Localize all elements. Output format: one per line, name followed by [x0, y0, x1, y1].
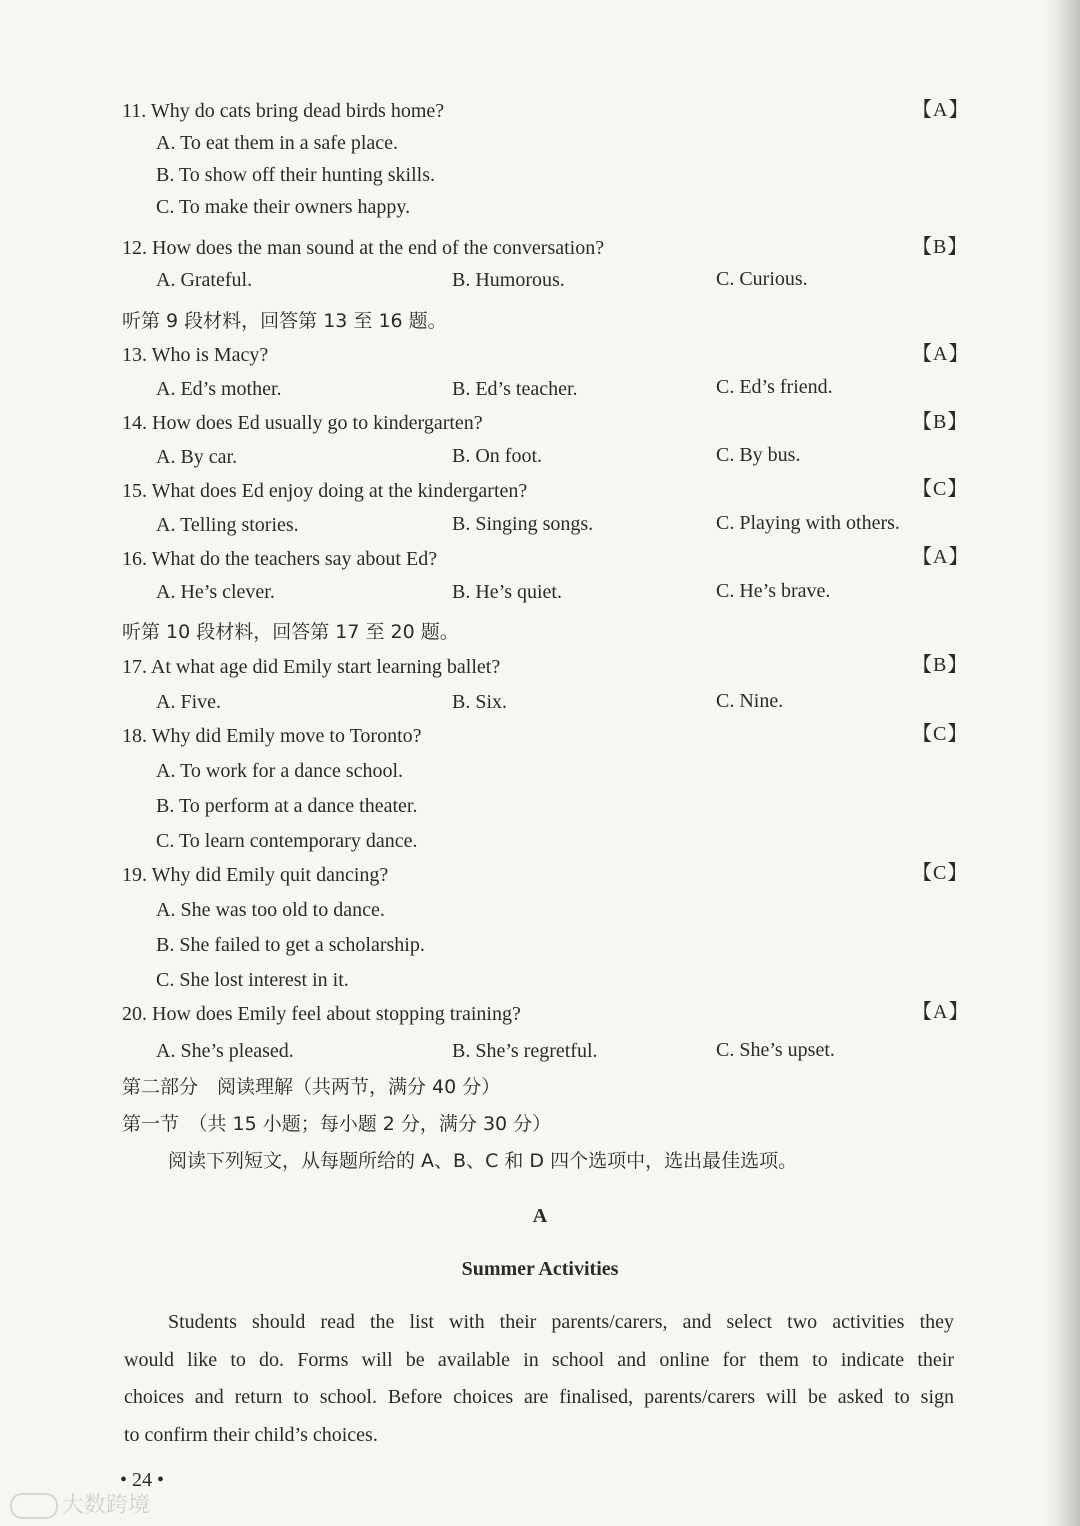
passage-line: would like to do. Forms will be available in school and online for them to indicate their	[124, 1348, 954, 1371]
question-15-answer: 【C】	[912, 478, 969, 500]
watermark	[10, 1488, 150, 1519]
question-18-option-c: C. To learn contemporary dance.	[156, 830, 418, 852]
passage-letter: A	[532, 1205, 548, 1227]
page-number: • 24 •	[120, 1469, 165, 1491]
question-14-option-b: B. On foot.	[452, 445, 542, 467]
question-19-option-c: C. She lost interest in it.	[156, 969, 349, 991]
question-19-option-a: A. She was too old to dance.	[156, 899, 385, 921]
question-18-stem: 18. Why did Emily move to Toronto?	[122, 725, 422, 747]
question-14-option-a: A. By car.	[156, 446, 238, 468]
passage-line: to confirm their child’s choices.	[124, 1423, 378, 1446]
instruction-material-10: 听第 10 段材料，回答第 17 至 20 题。	[122, 621, 459, 643]
question-17-answer: 【B】	[912, 654, 969, 676]
question-16-stem: 16. What do the teachers say about Ed?	[122, 548, 438, 570]
question-11-answer: 【A】	[912, 99, 970, 121]
section-one-title: 第一节 （共 15 小题；每小题 2 分，满分 30 分）	[122, 1113, 552, 1135]
passage-line: Students should read the list with their parents/carers, and select two activities they	[168, 1311, 954, 1333]
question-13-option-a: A. Ed’s mother.	[156, 378, 282, 400]
instruction-material-9: 听第 9 段材料，回答第 13 至 16 题。	[122, 310, 447, 332]
question-16-option-a: A. He’s clever.	[156, 581, 275, 603]
question-19-option-b: B. She failed to get a scholarship.	[156, 934, 425, 956]
question-17-option-c: C. Nine.	[716, 690, 784, 712]
question-18-answer: 【C】	[912, 723, 969, 745]
question-13-option-b: B. Ed’s teacher.	[452, 378, 578, 400]
question-12-answer: 【B】	[912, 236, 969, 258]
question-19-stem: 19. Why did Emily quit dancing?	[122, 864, 389, 886]
question-13-stem: 13. Who is Macy?	[122, 344, 269, 366]
question-16-option-b: B. He’s quiet.	[452, 581, 562, 603]
passage-line: choices and return to school. Before choices are finalised, parents/carers will be asked to sign	[124, 1386, 954, 1408]
passage-title: Summer Activities	[461, 1258, 619, 1280]
question-20-option-c: C. She’s upset.	[716, 1039, 835, 1061]
question-17-option-b: B. Six.	[452, 691, 508, 713]
question-11-option-a: A. To eat them in a safe place.	[156, 132, 399, 154]
question-20-option-a: A. She’s pleased.	[156, 1040, 294, 1062]
question-11-option-b: B. To show off their hunting skills.	[156, 164, 435, 186]
question-14-option-c: C. By bus.	[716, 444, 801, 466]
page-edge-shadow	[1042, 0, 1080, 1526]
question-16-option-c: C. He’s brave.	[716, 580, 831, 602]
question-15-stem: 15. What does Ed enjoy doing at the kindergarten?	[122, 480, 528, 502]
question-19-answer: 【C】	[912, 862, 969, 884]
question-12-stem: 12. How does the man sound at the end of the conversation?	[122, 237, 605, 259]
question-13-option-c: C. Ed’s friend.	[716, 376, 833, 398]
question-11-stem: 11. Why do cats bring dead birds home?	[122, 100, 445, 122]
question-18-option-a: A. To work for a dance school.	[156, 760, 404, 782]
question-15-option-b: B. Singing songs.	[452, 513, 594, 535]
watermark-logo-icon	[10, 1493, 58, 1519]
question-15-option-a: A. Telling stories.	[156, 514, 299, 536]
question-11-option-c: C. To make their owners happy.	[156, 196, 411, 218]
question-17-stem: 17. At what age did Emily start learning ballet?	[122, 656, 501, 678]
question-18-option-b: B. To perform at a dance theater.	[156, 795, 418, 817]
question-13-answer: 【A】	[912, 343, 970, 365]
question-15-option-c: C. Playing with others.	[716, 512, 900, 534]
question-20-answer: 【A】	[912, 1001, 970, 1023]
question-20-stem: 20. How does Emily feel about stopping training?	[122, 1003, 521, 1025]
question-17-option-a: A. Five.	[156, 691, 221, 713]
watermark-text: 大数跨境	[62, 1493, 151, 1518]
question-12-option-b: B. Humorous.	[452, 269, 565, 291]
reading-direction: 阅读下列短文，从每题所给的 A、B、C 和 D 四个选项中，选出最佳选项。	[168, 1150, 798, 1172]
part-two-title: 第二部分 阅读理解（共两节，满分 40 分）	[122, 1076, 501, 1098]
question-12-option-a: A. Grateful.	[156, 269, 253, 291]
question-20-option-b: B. She’s regretful.	[452, 1040, 598, 1062]
question-12-option-c: C. Curious.	[716, 268, 808, 290]
question-16-answer: 【A】	[912, 546, 970, 568]
passage-paragraph	[124, 1304, 954, 1454]
question-14-stem: 14. How does Ed usually go to kindergarten?	[122, 412, 483, 434]
question-14-answer: 【B】	[912, 411, 969, 433]
